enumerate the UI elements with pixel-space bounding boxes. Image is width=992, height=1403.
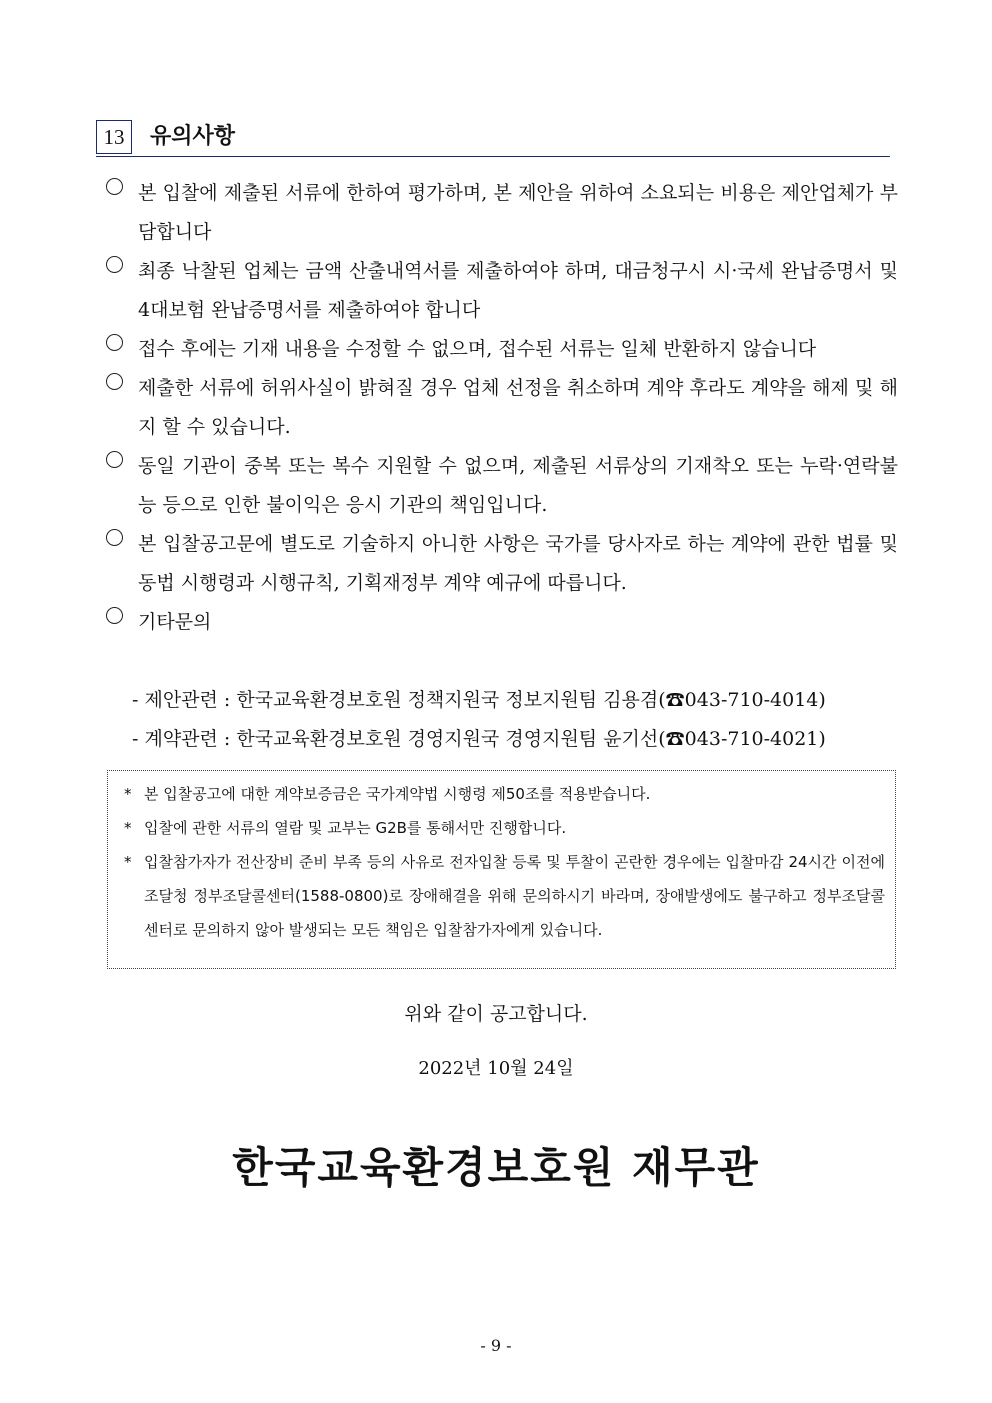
contact-proposal: - 제안관련 : 한국교육환경보호원 정책지원국 정보지원팀 김용겸(☎043-710-4014) (132, 689, 826, 711)
note-text: 입찰참가자가 전산장비 준비 부족 등의 사유로 전자입찰 등록 및 투찰이 곤란한 경우에는 입찰마감 24시간 이전에 조달청 정부조달콜센터(1588-0800)로 장애해결을 위해 문의하시기 바라며, 장애발생에도 불구하고 정부조달콜센터로 문의하지 않아 발생되는 모든 책임은 입찰참가자에게 있습니다. (144, 853, 885, 939)
circle-bullet-icon (106, 529, 123, 546)
note-item (124, 777, 885, 811)
circle-bullet-icon (106, 334, 123, 351)
list-item (106, 525, 898, 603)
list-item-text: 동일 기관이 중복 또는 복수 지원할 수 없으며, 제출된 서류상의 기재착오 또는 누락·연락불능 등으로 인한 불이익은 응시 기관의 책임입니다. (138, 455, 898, 516)
issuer-name: 한국교육환경보호원 재무관 (232, 1143, 760, 1192)
list-item (106, 330, 898, 369)
circle-bullet-icon (106, 256, 123, 273)
circle-bullet-icon (106, 607, 123, 624)
notice-item-list (106, 174, 898, 642)
notice-box (107, 770, 896, 969)
section-title: 유의사항 (150, 124, 236, 149)
note-text: 입찰에 관한 서류의 열람 및 교부는 G2B를 통해서만 진행합니다. (144, 819, 567, 837)
list-item-text: 최종 낙찰된 업체는 금액 산출내역서를 제출하여야 하며, 대금청구시 시·국세 완납증명서 및 4대보험 완납증명서를 제출하여야 합니다 (138, 260, 898, 321)
asterisk-icon: * (124, 853, 132, 871)
list-item-text: 접수 후에는 기재 내용을 수정할 수 없으며, 접수된 서류는 일체 반환하지 않습니다 (138, 338, 817, 360)
list-item (106, 447, 898, 525)
note-item (124, 845, 885, 947)
list-item (106, 252, 898, 330)
list-item (106, 174, 898, 252)
circle-bullet-icon (106, 373, 123, 390)
list-item (106, 369, 898, 447)
section-number: 13 (96, 120, 132, 154)
announcement-date: 2022년 10월 24일 (418, 1058, 574, 1079)
list-item (106, 603, 898, 642)
page-number: - 9 - (480, 1336, 512, 1355)
contact-contract: - 계약관련 : 한국교육환경보호원 경영지원국 경영지원팀 윤기선(☎043-710-4021) (132, 728, 826, 750)
contact-list (132, 681, 892, 759)
section-header (96, 120, 890, 157)
list-item-text: 기타문의 (138, 611, 212, 633)
list-item-text: 본 입찰공고문에 별도로 기술하지 아니한 사항은 국가를 당사자로 하는 계약에 관한 법률 및 동법 시행령과 시행규칙, 기획재정부 계약 예규에 따릅니다. (138, 533, 898, 594)
list-item-text: 본 입찰에 제출된 서류에 한하여 평가하며, 본 제안을 위하여 소요되는 비용은 제안업체가 부담합니다 (138, 182, 898, 243)
note-text: 본 입찰공고에 대한 계약보증금은 국가계약법 시행령 제50조를 적용받습니다. (144, 785, 651, 803)
list-item-text: 제출한 서류에 허위사실이 밝혀질 경우 업체 선정을 취소하며 계약 후라도 계약을 해제 및 해지 할 수 있습니다. (138, 377, 898, 438)
asterisk-icon: * (124, 785, 132, 803)
note-item (124, 811, 885, 845)
asterisk-icon: * (124, 819, 132, 837)
circle-bullet-icon (106, 451, 123, 468)
circle-bullet-icon (106, 178, 123, 195)
closing-statement: 위와 같이 공고합니다. (404, 1003, 588, 1025)
